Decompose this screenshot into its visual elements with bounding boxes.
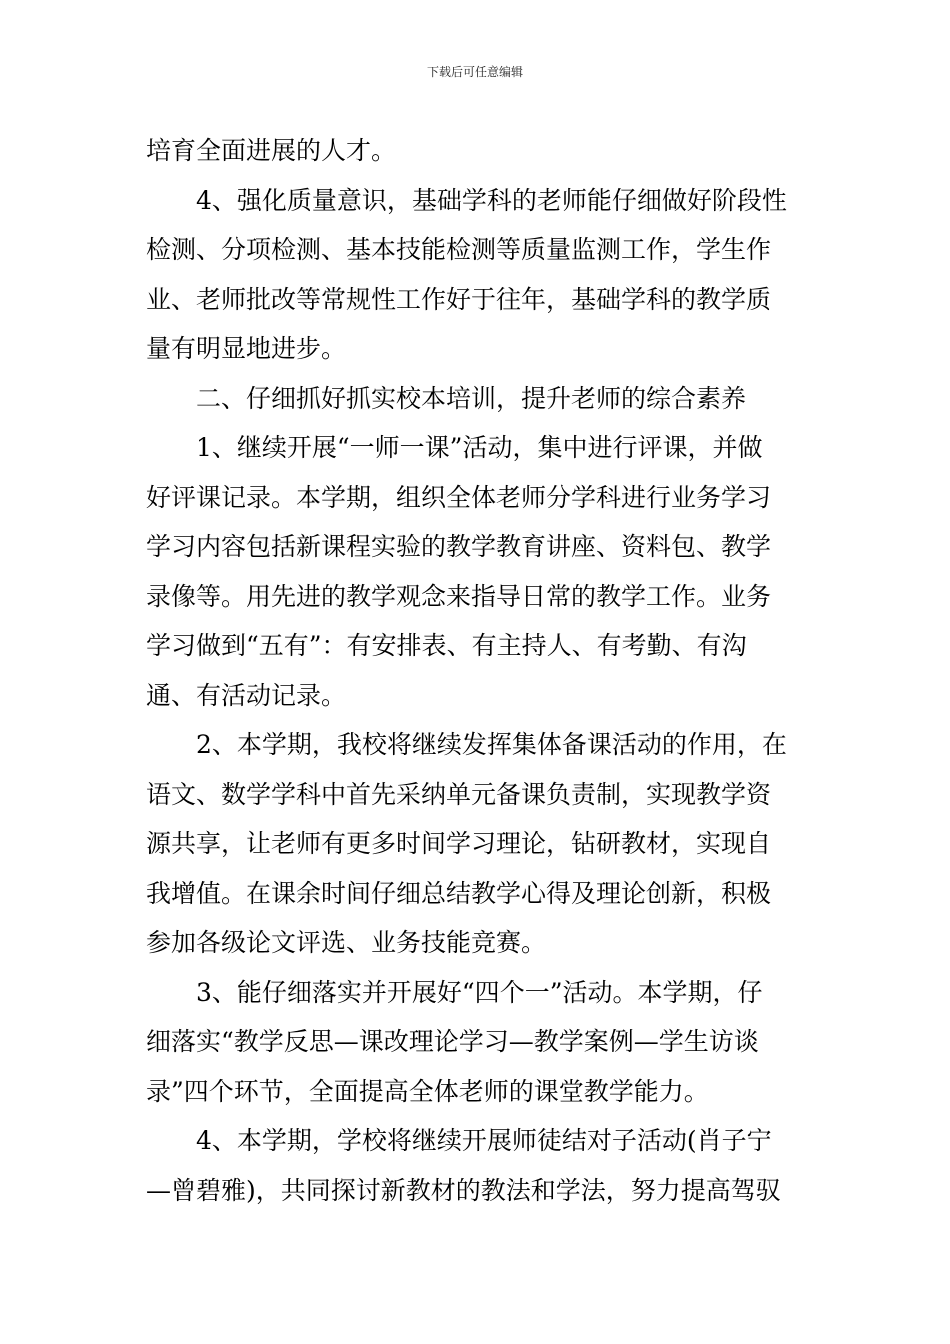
text-line: 录像等。用先进的教学观念来指导日常的教学工作。业务: [146, 581, 772, 611]
document-body: [146, 126, 808, 1215]
text-line: 4、本学期，学校将继续开展师徒结对子活动(肖子宁: [196, 1126, 772, 1155]
text-line: 2、本学期，我校将继续发挥集体备课活动的作用，在: [196, 730, 787, 759]
text-line: 二、仔细抓好抓实校本培训，提升老师的综合素养: [196, 383, 747, 413]
text-line: 参加各级论文评选、业务技能竞赛。: [146, 928, 547, 957]
text-line: —曾碧雅)，共同探讨新教材的教法和学法，努力提高驾驭: [146, 1175, 781, 1205]
text-line: 1、继续开展“一师一课”活动，集中进行评课，并做: [196, 433, 763, 462]
text-line: 细落实“教学反思—课改理论学习—教学案例—学生访谈: [146, 1027, 759, 1056]
text-line: 我增值。在课余时间仔细总结教学心得及理论创新，积极: [146, 878, 772, 908]
page-header: 下载后可任意编辑: [426, 65, 523, 79]
text-line: 学习做到“五有”：有安排表、有主持人、有考勤、有沟: [146, 631, 747, 660]
text-line: 源共享，让老师有更多时间学习理论，钻研教材，实现自: [146, 829, 772, 858]
text-line: 检测、分项检测、基本技能检测等质量监测工作，学生作: [146, 235, 772, 264]
text-line: 学习内容包括新课程实验的教学教育讲座、资料包、教学: [146, 532, 772, 561]
text-line: 培育全面进展的人才。: [146, 136, 397, 165]
text-line: 语文、数学学科中首先采纳单元备课负责制，实现教学资: [146, 779, 772, 809]
text-line: 业、老师批改等常规性工作好于往年，基础学科的教学质: [146, 284, 772, 314]
text-line: 4、强化质量意识，基础学科的老师能仔细做好阶段性: [196, 185, 787, 215]
text-line: 3、能仔细落实并开展好“四个一”活动。本学期，仔: [196, 977, 763, 1007]
text-line: 录”四个环节，全面提高全体老师的课堂教学能力。: [146, 1076, 709, 1106]
text-line: 好评课记录。本学期，组织全体老师分学科进行业务学习: [146, 482, 772, 512]
text-line: 量有明显地进步。: [146, 334, 347, 363]
text-line: 通、有活动记录。: [146, 680, 347, 710]
